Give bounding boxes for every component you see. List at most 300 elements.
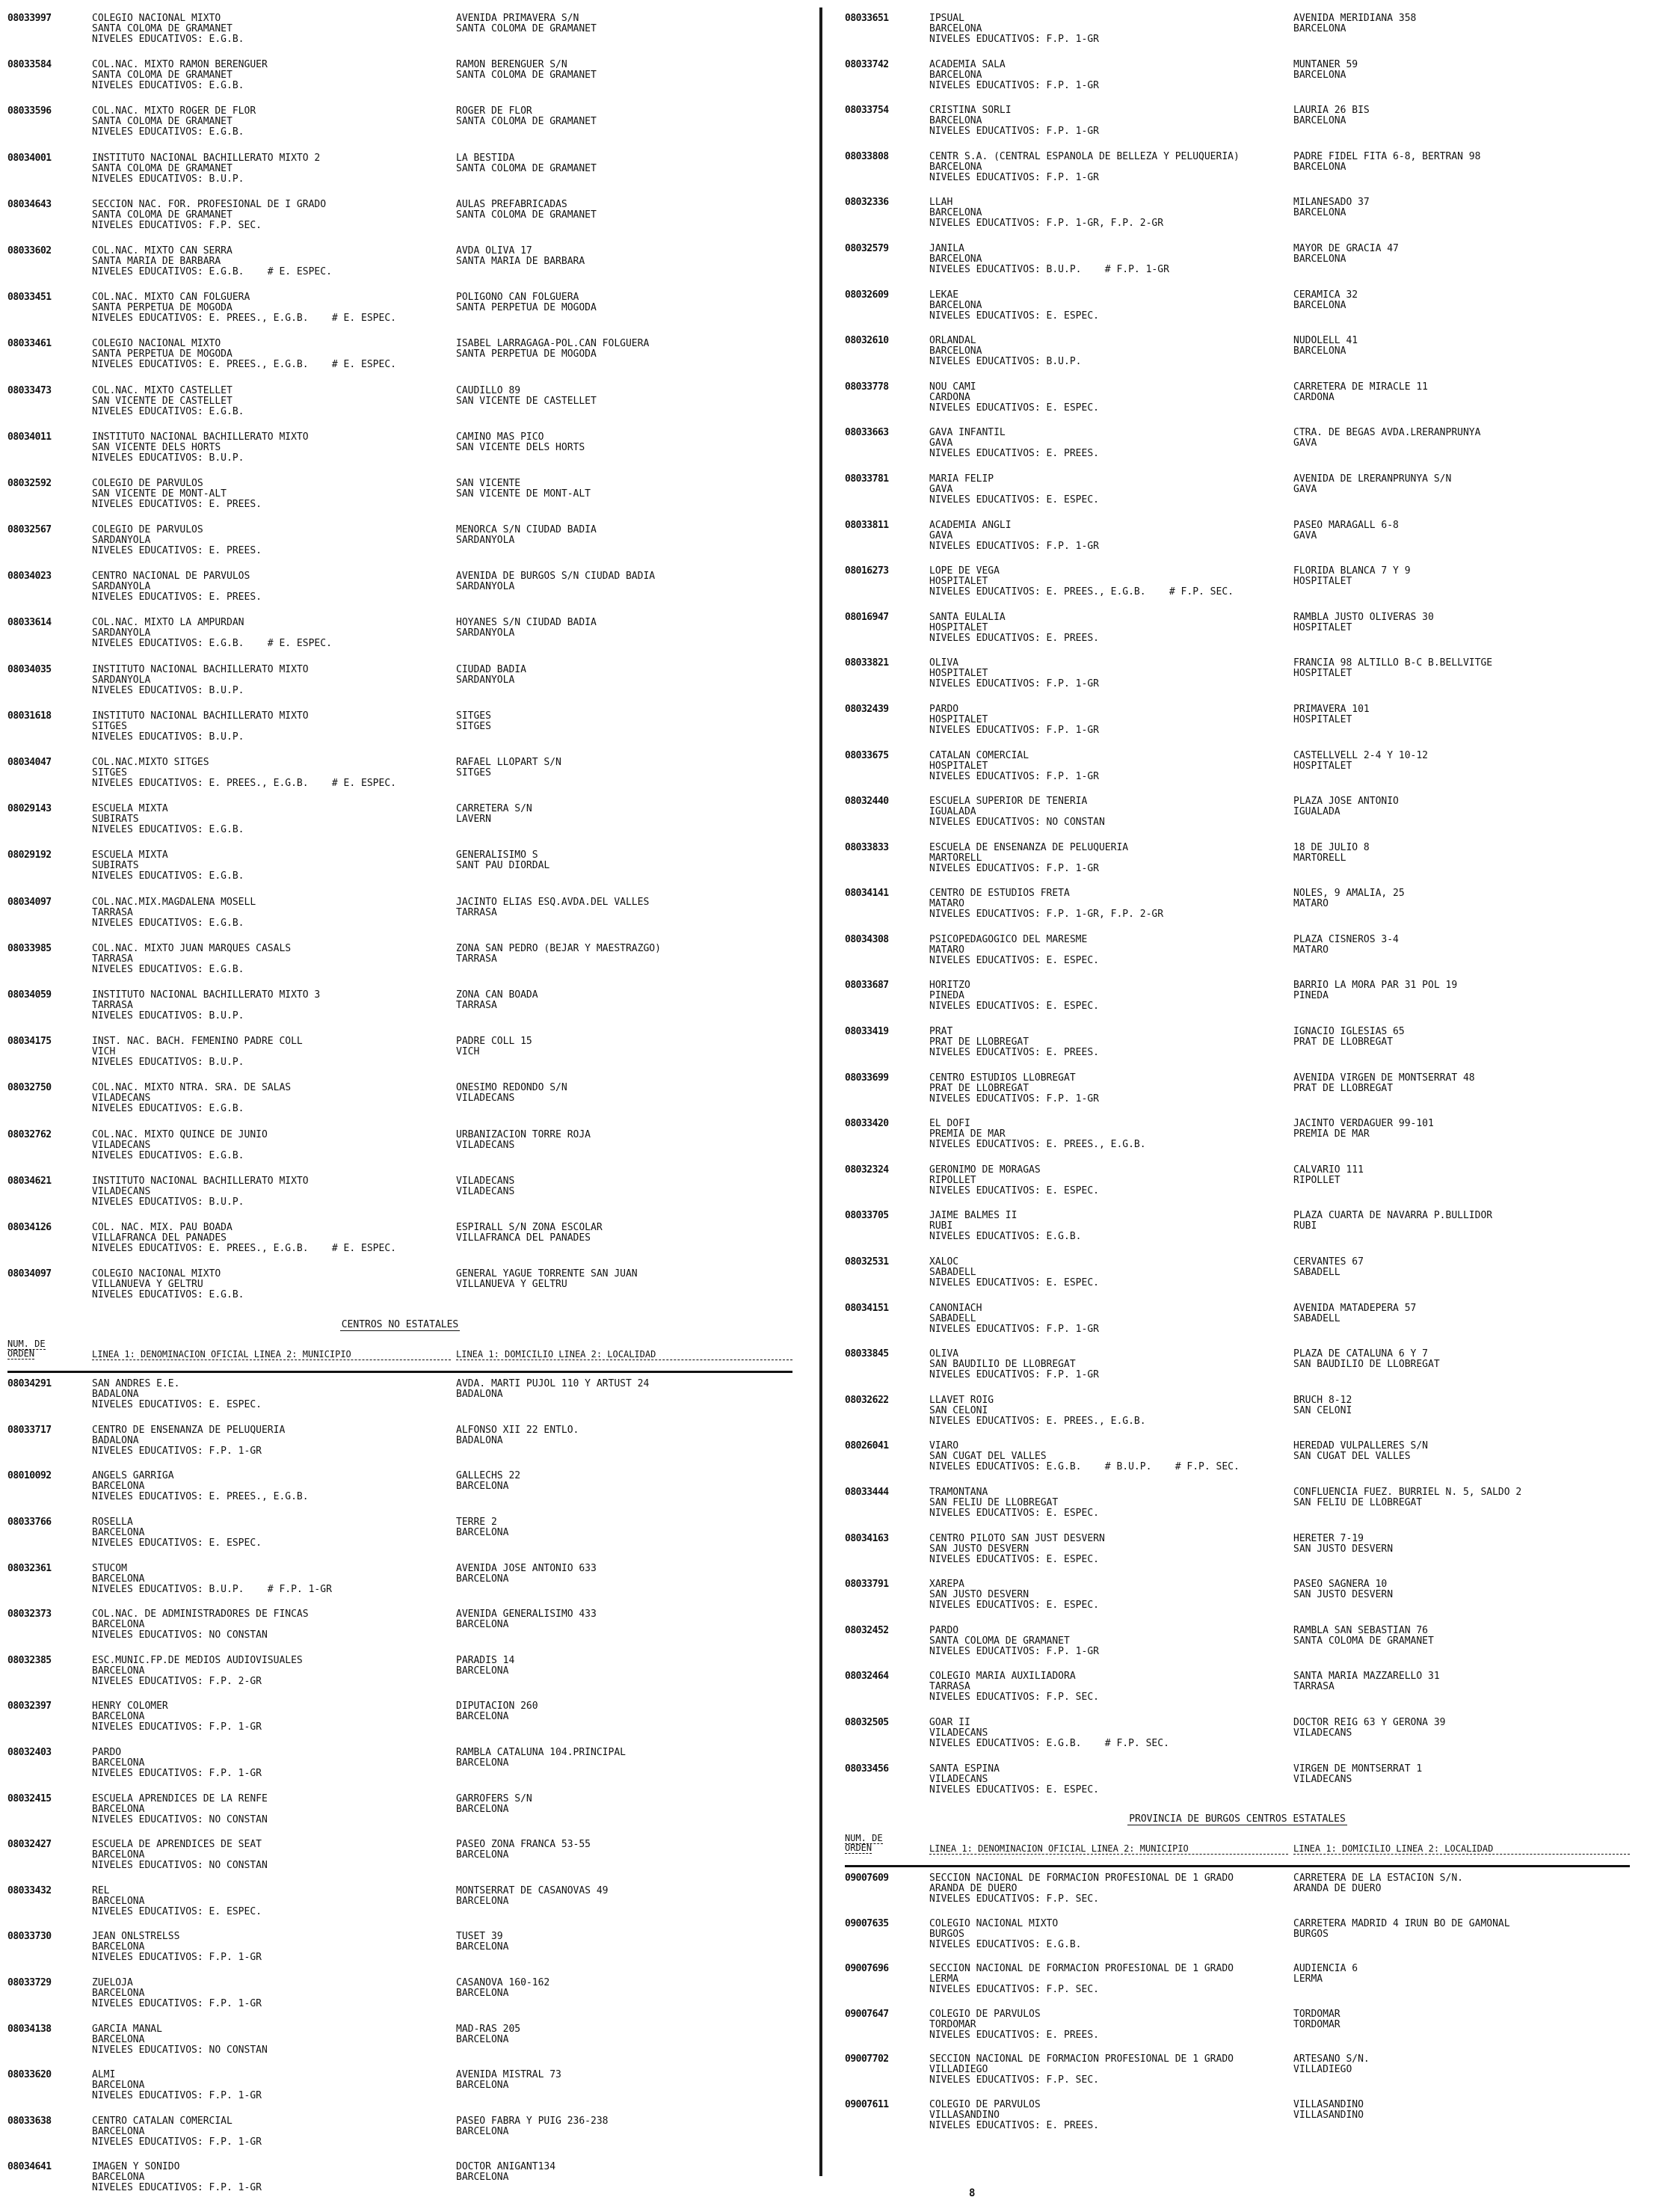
entry-denomination — [92, 1269, 443, 1300]
entry-levels: NIVELES EDUCATIVOS: E.G.B. — [929, 1938, 1082, 1950]
list-item — [845, 1073, 1630, 1119]
entry-levels: NIVELES EDUCATIVOS: E.G.B. # E. ESPEC. — [92, 265, 332, 277]
entry-municipality: BARCELONA — [92, 1711, 145, 1723]
entry-domicile: CAMINO MAS PICO — [456, 431, 544, 443]
entry-name: ESCUELA APRENDICES DE LA RENFE — [92, 1793, 268, 1804]
entry-code: 08033742 — [845, 58, 889, 70]
entry-name: SECCION NAC. FOR. PROFESIONAL DE I GRADO — [92, 199, 327, 210]
entry-levels: NIVELES EDUCATIVOS: E. PREES., E.G.B. — [92, 1491, 309, 1503]
entry-code: 08034291 — [7, 1378, 52, 1390]
entry-address — [1293, 566, 1622, 587]
entry-levels: NIVELES EDUCATIVOS: F.P. SEC. — [929, 1692, 1099, 1703]
entry-name: COLEGIO NACIONAL MIXTO — [92, 1269, 221, 1280]
entry-levels: NIVELES EDUCATIVOS: E. PREES., E.G.B. — [929, 1139, 1146, 1151]
table-header — [7, 1336, 792, 1373]
entry-name: CENTRO DE ESTUDIOS FRETA — [929, 888, 1070, 900]
right-entries-bottom — [845, 1873, 1630, 2145]
entry-domicile: PASEO FABRA Y PUIG 236-238 — [456, 2116, 609, 2127]
entry-levels: NIVELES EDUCATIVOS: NO CONSTAN — [92, 1629, 268, 1641]
entry-address — [1293, 197, 1622, 218]
entry-locality: RUBI — [1293, 1220, 1317, 1232]
entry-address — [1293, 520, 1622, 541]
list-item — [7, 1840, 792, 1886]
entry-denomination — [92, 571, 443, 603]
entry-municipality: GAVA — [929, 529, 953, 541]
entry-denomination — [929, 382, 1281, 414]
entry-municipality: GAVA — [929, 437, 953, 449]
entry-address — [456, 1564, 785, 1585]
list-item — [7, 711, 792, 758]
entry-name: ESCUELA MIXTA — [92, 804, 168, 815]
list-item — [7, 2024, 792, 2071]
entry-address — [1293, 1395, 1622, 1416]
entry-name: CANONIACH — [929, 1303, 982, 1314]
entry-domicile: LAURIA 26 BIS — [1293, 105, 1370, 117]
entry-code: 09007635 — [845, 1917, 889, 1929]
entry-address — [456, 804, 785, 825]
entry-code: 08033754 — [845, 105, 889, 117]
entry-name: COL.NAC. MIXTO CAN SERRA — [92, 245, 233, 256]
entry-address — [1293, 1534, 1622, 1555]
entry-domicile: SANTA MARIA MAZZARELLO 31 — [1293, 1671, 1440, 1683]
entry-locality: BADALONA — [456, 1434, 503, 1446]
entry-address — [456, 571, 785, 592]
entry-name: COLEGIO DE PARVULOS — [92, 478, 203, 489]
entry-municipality: MARTORELL — [929, 852, 982, 864]
entry-levels: NIVELES EDUCATIVOS: E.G.B. — [92, 1149, 244, 1161]
entry-domicile: AVENIDA PRIMAVERA S/N — [456, 13, 579, 24]
entry-domicile: POLIGONO CAN FOLGUERA — [456, 292, 579, 304]
entry-levels: NIVELES EDUCATIVOS: NO CONSTAN — [92, 1813, 268, 1825]
entry-code: 08033432 — [7, 1884, 52, 1896]
entry-denomination — [929, 336, 1281, 367]
entry-locality: HOSPITALET — [1293, 576, 1352, 588]
entry-name: PARDO — [929, 1625, 959, 1636]
entry-municipality: BURGOS — [929, 1928, 964, 1940]
entry-levels: NIVELES EDUCATIVOS: E. ESPEC. — [929, 1185, 1099, 1196]
entry-code: 08033781 — [845, 473, 889, 485]
entry-denomination — [92, 758, 443, 789]
entry-denomination — [929, 980, 1281, 1012]
list-item — [845, 244, 1630, 290]
entry-denomination — [92, 2116, 443, 2148]
entry-code: 08032505 — [845, 1716, 889, 1728]
entry-name: COL.NAC. DE ADMINISTRADORES DE FINCAS — [92, 1609, 309, 1620]
entry-municipality: SANTA COLOMA DE GRAMANET — [92, 209, 233, 221]
entry-locality: SABADELL — [1293, 1312, 1340, 1324]
entry-municipality: BADALONA — [92, 1434, 139, 1446]
entry-denomination — [929, 843, 1281, 874]
entry-address — [1293, 1626, 1622, 1647]
entry-denomination — [929, 612, 1281, 644]
list-item — [845, 1964, 1630, 2009]
entry-code: 08033663 — [845, 427, 889, 439]
entry-municipality: TARRASA — [929, 1681, 970, 1693]
entry-code: 08033808 — [845, 150, 889, 162]
list-item — [7, 1269, 792, 1315]
entry-locality: BARCELONA — [1293, 161, 1346, 173]
entry-locality: SAN JUSTO DESVERN — [1293, 1589, 1394, 1601]
entry-address — [456, 1932, 785, 1953]
entry-domicile: CERVANTES 67 — [1293, 1257, 1364, 1268]
entry-denomination — [92, 339, 443, 370]
entry-domicile: DOCTOR REIG 63 Y GERONA 39 — [1293, 1717, 1446, 1728]
entry-domicile: CARRETERA MADRID 4 IRUN BO DE GAMONAL — [1293, 1918, 1510, 1929]
entry-denomination — [92, 1748, 443, 1779]
list-item — [7, 1609, 792, 1656]
entry-levels: NIVELES EDUCATIVOS: E.G.B. — [92, 126, 244, 138]
entry-levels: NIVELES EDUCATIVOS: E.G.B. — [92, 80, 244, 92]
entry-municipality: VILADECANS — [92, 1139, 151, 1151]
entry-code: 08032397 — [7, 1701, 52, 1712]
entry-code: 08033811 — [845, 519, 889, 531]
entry-address — [1293, 1873, 1622, 1894]
entry-levels: NIVELES EDUCATIVOS: B.U.P. — [92, 731, 244, 743]
entry-name: GAVA INFANTIL — [929, 428, 1006, 439]
entry-domicile: ESPIRALL S/N ZONA ESCOLAR — [456, 1222, 603, 1233]
entry-code: 08034163 — [845, 1532, 889, 1544]
entry-denomination — [929, 796, 1281, 828]
entry-domicile: AVDA. MARTI PUJOL 110 Y ARTUST 24 — [456, 1379, 650, 1390]
entry-domicile: GENERAL YAGUE TORRENTE SAN JUAN — [456, 1269, 638, 1280]
list-item — [845, 1165, 1630, 1211]
entry-code: 08034308 — [845, 933, 889, 945]
entry-name: ORLANDAL — [929, 336, 976, 347]
entry-denomination — [929, 1919, 1281, 1950]
entry-domicile: ONESIMO REDONDO S/N — [456, 1083, 567, 1094]
entry-address — [456, 1656, 785, 1677]
entry-levels: NIVELES EDUCATIVOS: F.P. 1-GR — [929, 34, 1099, 45]
entry-locality: MATARO — [1293, 898, 1329, 910]
entry-locality: SABADELL — [1293, 1267, 1340, 1279]
left-entries-top — [7, 13, 792, 1315]
left-section-header — [7, 1315, 792, 1373]
list-item — [845, 1718, 1630, 1764]
entry-name: COLEGIO NACIONAL MIXTO — [92, 339, 221, 350]
entry-locality: SANTA COLOMA DE GRAMANET — [456, 23, 597, 34]
list-item — [7, 850, 792, 897]
entry-name: SECCION NACIONAL DE FORMACION PROFESIONAL DE 1 GRADO — [929, 1873, 1234, 1884]
entry-address — [456, 1886, 785, 1907]
entry-code: 08033730 — [7, 1931, 52, 1943]
entry-denomination — [92, 2024, 443, 2056]
entry-domicile: AVENIDA JOSE ANTONIO 633 — [456, 1563, 597, 1574]
entry-name: VIARO — [929, 1441, 959, 1452]
entry-municipality: PREMIA DE MAR — [929, 1128, 1006, 1140]
entry-denomination — [929, 1073, 1281, 1105]
entry-domicile: PADRE FIDEL FITA 6-8, BERTRAN 98 — [1293, 151, 1481, 162]
entry-levels: NIVELES EDUCATIVOS: F.P. 1-GR — [92, 1768, 262, 1779]
entry-municipality: BARCELONA — [92, 2125, 145, 2137]
entry-municipality: BARCELONA — [929, 345, 982, 357]
entry-levels: NIVELES EDUCATIVOS: NO CONSTAN — [92, 2044, 268, 2056]
list-item — [7, 1176, 792, 1223]
entry-address — [1293, 13, 1622, 34]
entry-locality: GAVA — [1293, 437, 1317, 449]
list-item — [845, 1579, 1630, 1626]
entry-name: OLIVA — [929, 658, 959, 669]
entry-levels: NIVELES EDUCATIVOS: F.P. 1-GR — [92, 1721, 262, 1733]
entry-name: COL.NAC. MIXTO RAMON BERENGUER — [92, 60, 268, 71]
entry-address — [456, 106, 785, 127]
left-entries-bottom — [7, 1379, 792, 2208]
entry-domicile: ZONA CAN BOADA — [456, 989, 538, 1001]
entry-locality: SAN CUGAT DEL VALLES — [1293, 1451, 1411, 1463]
entry-municipality: CARDONA — [929, 391, 970, 403]
entry-address — [456, 2162, 785, 2183]
entry-municipality: SANTA PERPETUA DE MOGODA — [92, 302, 233, 314]
entry-municipality: SANTA COLOMA DE GRAMANET — [92, 70, 233, 82]
entry-locality: HOSPITALET — [1293, 760, 1352, 772]
list-item — [845, 1211, 1630, 1257]
entry-name: XAREPA — [929, 1579, 964, 1591]
entry-denomination — [929, 428, 1281, 459]
column-divider — [819, 7, 822, 2176]
entry-levels: NIVELES EDUCATIVOS: B.U.P. — [929, 356, 1082, 368]
entry-code: 08034138 — [7, 2023, 52, 2035]
entry-municipality: VILADECANS — [929, 1773, 988, 1785]
entry-address — [1293, 474, 1622, 495]
entry-municipality: SAN BAUDILIO DE LLOBREGAT — [929, 1359, 1076, 1371]
entry-domicile: PLAZA JOSE ANTONIO — [1293, 796, 1399, 808]
entry-address — [1293, 1211, 1622, 1232]
entry-domicile: PRIMAVERA 101 — [1293, 704, 1370, 715]
entry-municipality: PINEDA — [929, 990, 964, 1002]
entry-code: 08029143 — [7, 803, 52, 815]
entry-locality: BARCELONA — [456, 1573, 509, 1585]
header-left: LINEA 1: DENOMINACION OFICIAL LINEA 2: MUNICIPIO — [929, 1844, 1288, 1855]
entry-levels: NIVELES EDUCATIVOS: E. PREES., E.G.B. # E. ESPEC. — [92, 313, 396, 325]
entry-locality: VILLADIEGO — [1293, 2064, 1352, 2076]
entry-denomination — [92, 990, 443, 1021]
entry-levels: NIVELES EDUCATIVOS: F.P. SEC. — [929, 1984, 1099, 1996]
entry-code: 08032361 — [7, 1562, 52, 1574]
entry-code: 08034097 — [7, 1268, 52, 1280]
entry-municipality: SARDANYOLA — [92, 535, 151, 547]
entry-name: REL — [92, 1885, 110, 1896]
entry-name: GARCIA MANAL — [92, 2024, 162, 2035]
entry-code: 08032440 — [845, 796, 889, 808]
entry-denomination — [92, 665, 443, 696]
entry-levels: NIVELES EDUCATIVOS: F.P. 1-GR — [929, 126, 1099, 138]
list-item — [845, 1534, 1630, 1580]
entry-locality: BARCELONA — [456, 2125, 509, 2137]
entry-name: INSTITUTO NACIONAL BACHILLERATO MIXTO 3 — [92, 989, 321, 1001]
entry-denomination — [92, 1471, 443, 1502]
list-item — [7, 1794, 792, 1840]
entry-domicile: RAMBLA CATALUNA 104.PRINCIPAL — [456, 1748, 626, 1758]
entry-name: PSICOPEDAGOGICO DEL MARESME — [929, 934, 1088, 945]
entry-locality: IGUALADA — [1293, 806, 1340, 818]
entry-denomination — [929, 1579, 1281, 1611]
entry-levels: NIVELES EDUCATIVOS: E. PREES., E.G.B. # E. ESPEC. — [92, 1242, 396, 1254]
entry-domicile: ALFONSO XII 22 ENTLO. — [456, 1425, 579, 1436]
entry-address — [456, 246, 785, 267]
entry-address — [1293, 1487, 1622, 1508]
list-item — [7, 1701, 792, 1748]
entry-name: MARIA FELIP — [929, 473, 994, 485]
entry-domicile: BARRIO LA MORA PAR 31 POL 19 — [1293, 980, 1458, 992]
entry-municipality: BARCELONA — [92, 1757, 145, 1769]
entry-domicile: PLAZA CUARTA DE NAVARRA P.BULLIDOR — [1293, 1211, 1493, 1222]
entry-levels: NIVELES EDUCATIVOS: F.P. 1-GR — [92, 2136, 262, 2148]
entry-denomination — [92, 711, 443, 743]
entry-domicile: AVENIDA MATADEPERA 57 — [1293, 1303, 1417, 1314]
entry-domicile: ISABEL LARRAGAGA-POL.CAN FOLGUERA — [456, 339, 650, 350]
entry-locality: LAVERN — [456, 814, 491, 826]
entry-address — [456, 479, 785, 500]
entry-code: 09007647 — [845, 2008, 889, 2020]
entry-municipality: SANTA COLOMA DE GRAMANET — [929, 1635, 1070, 1647]
entry-address — [456, 1840, 785, 1861]
list-item — [845, 1487, 1630, 1534]
entry-locality: BURGOS — [1293, 1928, 1329, 1940]
entry-address — [456, 1379, 785, 1400]
entry-address — [1293, 704, 1622, 725]
entry-denomination — [92, 1794, 443, 1825]
entry-levels: NIVELES EDUCATIVOS: B.U.P. # F.P. 1-GR — [929, 263, 1169, 275]
list-item — [845, 1626, 1630, 1672]
list-item — [7, 479, 792, 525]
entry-levels: NIVELES EDUCATIVOS: F.P. 1-GR — [929, 862, 1099, 874]
entry-name: COL.NAC. MIXTO CAN FOLGUERA — [92, 292, 250, 304]
entry-municipality: BARCELONA — [92, 1803, 145, 1815]
entry-domicile: NUDOLELL 41 — [1293, 336, 1358, 347]
entry-denomination — [92, 1564, 443, 1595]
list-item — [7, 13, 792, 60]
entry-denomination — [92, 1083, 443, 1114]
entry-name: ESCUELA DE APRENDICES DE SEAT — [92, 1840, 262, 1851]
entry-denomination — [92, 1978, 443, 2009]
entry-levels: NIVELES EDUCATIVOS: E. PREES., E.G.B. — [929, 1415, 1146, 1427]
entry-denomination — [92, 804, 443, 835]
entry-name: INSTITUTO NACIONAL BACHILLERATO MIXTO — [92, 664, 309, 675]
entry-domicile: VIRGEN DE MONTSERRAT 1 — [1293, 1763, 1423, 1775]
list-item — [845, 704, 1630, 751]
entry-locality: CARDONA — [1293, 391, 1335, 403]
entry-code: 08032531 — [845, 1256, 889, 1268]
entry-address — [1293, 2054, 1622, 2075]
entry-locality: TARRASA — [1293, 1681, 1335, 1693]
entry-code: 08033997 — [7, 13, 52, 24]
entry-domicile: RAMBLA SAN SEBASTIAN 76 — [1293, 1625, 1429, 1636]
entry-domicile: DIPUTACION 260 — [456, 1701, 538, 1712]
entry-denomination — [929, 704, 1281, 736]
entry-locality: BADALONA — [456, 1389, 503, 1401]
right-section-header — [845, 1810, 1630, 1867]
list-item — [845, 1764, 1630, 1810]
entry-levels: NIVELES EDUCATIVOS: E. PREES. — [92, 498, 262, 510]
entry-name: ACADEMIA SALA — [929, 59, 1006, 70]
entry-levels: NIVELES EDUCATIVOS: B.U.P. — [92, 452, 244, 464]
list-item — [7, 571, 792, 618]
entry-levels: NIVELES EDUCATIVOS: E. PREES. — [929, 1047, 1099, 1059]
entry-locality: BARCELONA — [456, 1895, 509, 1907]
entry-locality: BARCELONA — [1293, 115, 1346, 127]
entry-municipality: BARCELONA — [92, 1849, 145, 1861]
entry-code: 08034011 — [7, 431, 52, 443]
entry-domicile: PLAZA CISNEROS 3-4 — [1293, 934, 1399, 945]
entry-denomination — [929, 2009, 1281, 2041]
entry-address — [456, 2024, 785, 2045]
list-item — [7, 1130, 792, 1176]
list-item — [845, 1119, 1630, 1165]
entry-code: 08032592 — [7, 477, 52, 489]
entry-levels: NIVELES EDUCATIVOS: F.P. 1-GR — [929, 1645, 1099, 1657]
entry-name: ROSELLA — [92, 1517, 133, 1529]
list-item — [845, 1671, 1630, 1718]
entry-denomination — [929, 751, 1281, 782]
entry-domicile: VILADECANS — [456, 1176, 515, 1187]
entry-municipality: SABADELL — [929, 1267, 976, 1279]
entry-municipality: BARCELONA — [929, 253, 982, 265]
entry-address — [1293, 105, 1622, 126]
list-item — [845, 1257, 1630, 1303]
list-item — [7, 1517, 792, 1564]
list-item — [7, 1471, 792, 1517]
entry-municipality: ARANDA DE DUERO — [929, 1883, 1018, 1895]
entry-locality: SANTA COLOMA DE GRAMANET — [456, 116, 597, 128]
entry-municipality: SANTA PERPETUA DE MOGODA — [92, 348, 233, 360]
entry-municipality: VILLADIEGO — [929, 2064, 988, 2076]
entry-address — [1293, 1165, 1622, 1186]
entry-municipality: BARCELONA — [929, 23, 982, 34]
entry-municipality: SANTA COLOMA DE GRAMANET — [92, 23, 233, 34]
entry-locality: GAVA — [1293, 483, 1317, 495]
entry-domicile: JACINTO VERDAGUER 99-101 — [1293, 1119, 1434, 1130]
entry-name: JAIME BALMES II — [929, 1211, 1018, 1222]
entry-municipality: VILLANUEVA Y GELTRU — [92, 1279, 203, 1291]
entry-locality: SANTA PERPETUA DE MOGODA — [456, 348, 597, 360]
entry-denomination — [92, 897, 443, 929]
entry-municipality: TARRASA — [92, 999, 133, 1011]
list-item — [845, 888, 1630, 935]
entry-address — [456, 1978, 785, 1999]
entry-municipality: SAN VICENTE DE MONT-ALT — [92, 488, 227, 500]
list-item — [845, 152, 1630, 198]
list-item — [7, 60, 792, 106]
list-item — [7, 990, 792, 1036]
entry-domicile: CARRETERA S/N — [456, 804, 532, 815]
list-item — [845, 1873, 1630, 1919]
entry-address — [1293, 1119, 1622, 1140]
list-item — [7, 1083, 792, 1129]
entry-code: 08026041 — [845, 1440, 889, 1452]
entry-domicile: MUNTANER 59 — [1293, 59, 1358, 70]
entry-denomination — [929, 60, 1281, 91]
entry-address — [1293, 1441, 1622, 1462]
list-item — [845, 2054, 1630, 2100]
entry-address — [456, 758, 785, 778]
list-item — [7, 1932, 792, 1978]
entry-locality: SAN JUSTO DESVERN — [1293, 1543, 1394, 1555]
entry-name: ZUELOJA — [92, 1977, 133, 1988]
entry-locality: VILADECANS — [456, 1185, 515, 1197]
entry-code: 08010092 — [7, 1470, 52, 1482]
entry-levels: NIVELES EDUCATIVOS: E.G.B. — [92, 870, 244, 882]
entry-municipality: VILADECANS — [92, 1185, 151, 1197]
list-item — [7, 944, 792, 990]
entry-levels: NIVELES EDUCATIVOS: F.P. 1-GR — [929, 724, 1099, 736]
list-item — [7, 1886, 792, 1932]
entry-denomination — [929, 1395, 1281, 1427]
entry-domicile: RAMON BERENGUER S/N — [456, 60, 567, 71]
entry-domicile: PASEO SAGNERA 10 — [1293, 1579, 1388, 1591]
entry-domicile: CARRETERA DE LA ESTACION S/N. — [1293, 1873, 1463, 1884]
list-item — [7, 106, 792, 153]
entry-name: NOU CAMI — [929, 381, 976, 393]
entry-domicile: DOCTOR ANIGANT134 — [456, 2162, 556, 2173]
